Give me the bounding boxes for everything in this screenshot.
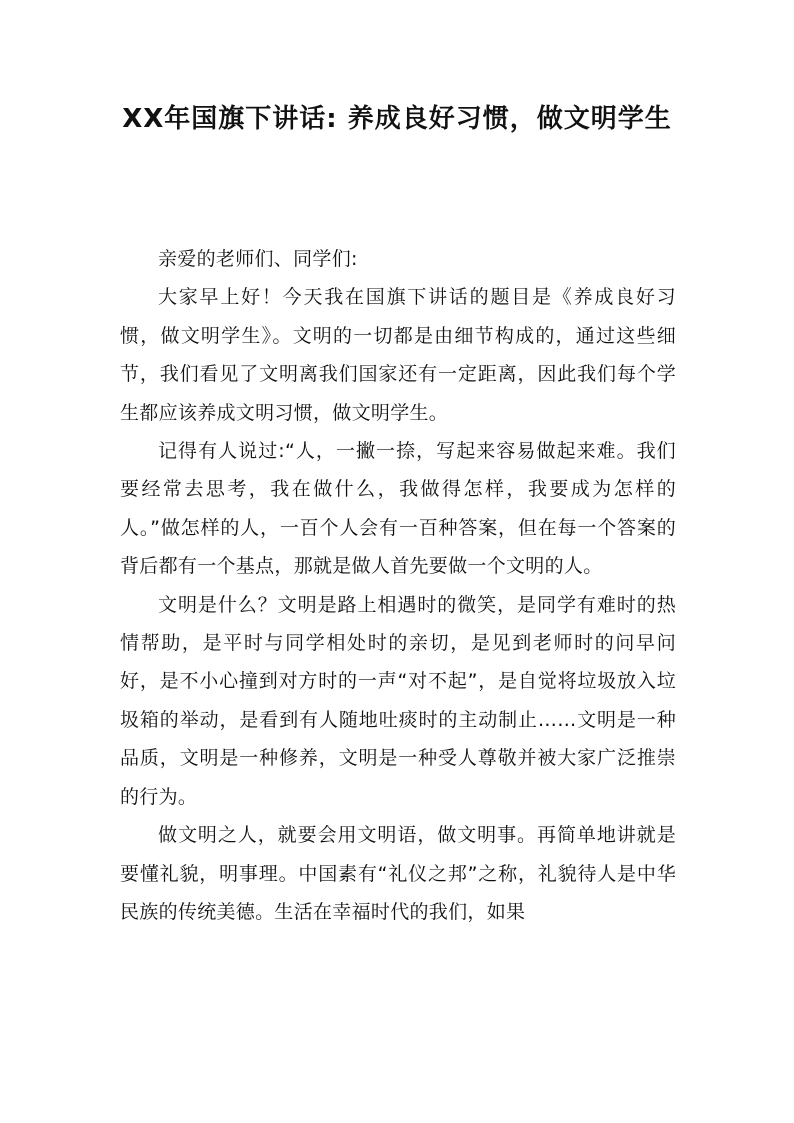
body-paragraph: 做文明之人，就要会用文明语，做文明事。再简单地讲就是要懂礼貌，明事理。中国素有“礼仪之邦”之称，礼貌待人是中华民族的传统美德。生活在幸福时代的我们，如果	[120, 824, 676, 923]
body-paragraph: 文明是什么？文明是路上相遇时的微笑，是同学有难时的热情帮助，是平时与同学相处时的亲切，是见到老师时的问早问好，是不小心撞到对方时的一声“对不起”，是自觉将垃圾放入垃圾箱的举动，是看到有人随地吐痰时的主动制止……文明是一种品质，文明是一种修养，文明是一种受人尊敬并被大家广泛推崇的行为。	[120, 593, 676, 808]
document-body	[120, 240, 676, 931]
body-paragraph: 记得有人说过:“人，一撇一捺，写起来容易做起来难。我们要经常去思考，我在做什么，我做得怎样，我要成为怎样的人。”做怎样的人，一百个人会有一百种答案，但在每一个答案的背后都有一个基点，那就是做人首先要做一个文明的人。	[120, 440, 676, 578]
document-title: XX年国旗下讲话: 养成良好习惯，做文明学生	[122, 104, 672, 134]
body-paragraph: 大家早上好！今天我在国旗下讲话的题目是《养成良好习惯，做文明学生》。文明的一切都是由细节构成的，通过这些细节，我们看见了文明离我们国家还有一定距离，因此我们每个学生都应该养成文明习惯，做文明学生。	[120, 286, 676, 424]
salutation-paragraph: 亲爱的老师们、同学们:	[158, 248, 358, 270]
